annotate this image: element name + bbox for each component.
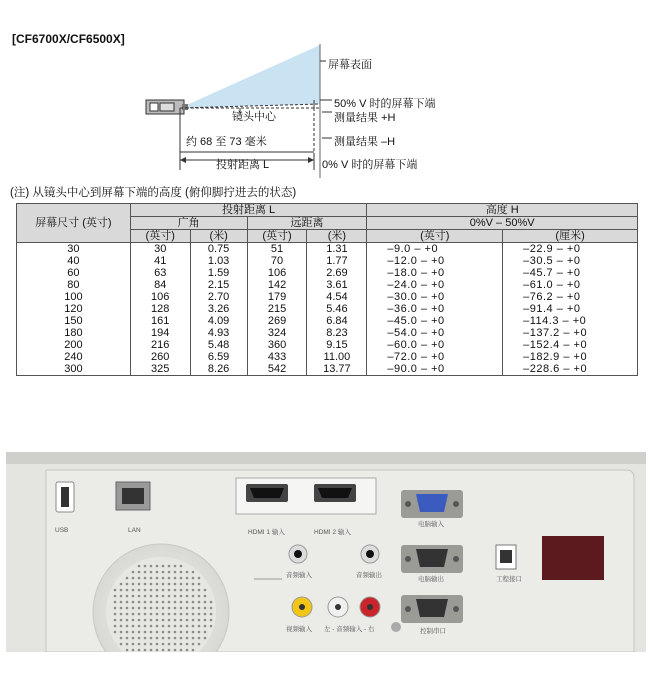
cell-wide-m: 3.26 bbox=[190, 303, 247, 315]
audio-left-jack[interactable] bbox=[328, 597, 348, 617]
cell-screen-size: 180 bbox=[17, 327, 131, 339]
cell-height-inch: –12.0 – +0 bbox=[367, 255, 503, 267]
cell-tele-inch: 269 bbox=[247, 315, 307, 327]
table-row bbox=[17, 351, 638, 363]
audio-right-jack[interactable] bbox=[360, 597, 380, 617]
lan-label: LAN bbox=[128, 527, 141, 534]
cell-screen-size: 200 bbox=[17, 339, 131, 351]
table-row bbox=[17, 279, 638, 291]
throw-distance-label: 投射距离 L bbox=[216, 159, 270, 171]
cell-wide-inch: 216 bbox=[130, 339, 190, 351]
cell-height-inch: –72.0 – +0 bbox=[367, 351, 503, 363]
projection-table bbox=[16, 203, 638, 376]
usb-port[interactable] bbox=[56, 482, 74, 512]
cell-tele-m: 2.69 bbox=[307, 267, 367, 279]
table-note: (注) 从镜头中心到屏幕下端的高度 (俯仰脚拧进去的状态) bbox=[10, 187, 297, 199]
cell-wide-inch: 84 bbox=[130, 279, 190, 291]
table-row bbox=[17, 291, 638, 303]
cell-tele-m: 3.61 bbox=[307, 279, 367, 291]
header-height: 高度 H bbox=[367, 204, 638, 217]
bottom-50-label: 50% V 时的屏幕下端 bbox=[334, 98, 436, 110]
unit-m: (米) bbox=[190, 230, 247, 243]
cell-wide-m: 8.26 bbox=[190, 363, 247, 376]
cell-height-inch: –24.0 – +0 bbox=[367, 279, 503, 291]
audio-out-jack[interactable] bbox=[361, 545, 379, 563]
cell-tele-m: 11.00 bbox=[307, 351, 367, 363]
control-serial-port[interactable] bbox=[401, 595, 463, 623]
screen-surface-label: 屏幕表面 bbox=[328, 59, 372, 71]
model-title: [CF6700X/CF6500X] bbox=[12, 32, 125, 46]
unit-inch: (英寸) bbox=[247, 230, 307, 243]
cell-height-cm: –76.2 – +0 bbox=[503, 291, 638, 303]
video-in-label: 视频输入 bbox=[286, 626, 312, 633]
cell-height-cm: –228.6 – +0 bbox=[503, 363, 638, 376]
cell-wide-m: 4.09 bbox=[190, 315, 247, 327]
cell-wide-m: 1.03 bbox=[190, 255, 247, 267]
hdmi-1-port[interactable] bbox=[246, 484, 288, 502]
unit-cm: (厘米) bbox=[503, 230, 638, 243]
hdmi-1-label: HDMI 1 输入 bbox=[248, 529, 285, 536]
service-port[interactable] bbox=[496, 545, 516, 569]
table-row bbox=[17, 267, 638, 279]
cell-tele-m: 6.84 bbox=[307, 315, 367, 327]
offset-label: 约 68 至 73 毫米 bbox=[186, 136, 267, 148]
cell-tele-m: 5.46 bbox=[307, 303, 367, 315]
cell-wide-inch: 41 bbox=[130, 255, 190, 267]
table-row bbox=[17, 243, 638, 256]
header-tele: 远距离 bbox=[247, 217, 367, 230]
cell-height-cm: –61.0 – +0 bbox=[503, 279, 638, 291]
hdmi-2-label: HDMI 2 输入 bbox=[314, 529, 351, 536]
header-throw-distance: 投射距离 L bbox=[130, 204, 367, 217]
service-port-label: 工程接口 bbox=[496, 576, 522, 583]
audio-out-label: 音频输出 bbox=[356, 572, 382, 579]
cell-tele-m: 8.23 bbox=[307, 327, 367, 339]
minus-h-label: 测量结果 –H bbox=[334, 136, 396, 148]
cell-wide-m: 2.15 bbox=[190, 279, 247, 291]
header-screen-size: 屏幕尺寸 (英寸) bbox=[17, 204, 131, 243]
cell-height-inch: –36.0 – +0 bbox=[367, 303, 503, 315]
cell-screen-size: 300 bbox=[17, 363, 131, 376]
cell-height-cm: –45.7 – +0 bbox=[503, 267, 638, 279]
cell-wide-m: 4.93 bbox=[190, 327, 247, 339]
cell-wide-inch: 325 bbox=[130, 363, 190, 376]
lens-center-label: 镜头中心 bbox=[232, 111, 276, 123]
cell-tele-inch: 324 bbox=[247, 327, 307, 339]
cell-screen-size: 150 bbox=[17, 315, 131, 327]
cell-wide-m: 0.75 bbox=[190, 243, 247, 256]
cell-tele-m: 9.15 bbox=[307, 339, 367, 351]
cell-tele-m: 4.54 bbox=[307, 291, 367, 303]
cell-height-cm: –30.5 – +0 bbox=[503, 255, 638, 267]
cell-wide-m: 5.48 bbox=[190, 339, 247, 351]
cell-wide-m: 6.59 bbox=[190, 351, 247, 363]
cell-tele-inch: 215 bbox=[247, 303, 307, 315]
computer-out-label: 电脑输出 bbox=[418, 576, 444, 583]
bottom-0-label: 0% V 时的屏幕下端 bbox=[322, 159, 418, 171]
hdmi-2-port[interactable] bbox=[314, 484, 356, 502]
cell-tele-inch: 360 bbox=[247, 339, 307, 351]
unit-inch: (英寸) bbox=[130, 230, 190, 243]
cell-height-cm: –91.4 – +0 bbox=[503, 303, 638, 315]
cell-height-cm: –152.4 – +0 bbox=[503, 339, 638, 351]
cell-height-inch: –45.0 – +0 bbox=[367, 315, 503, 327]
cell-wide-inch: 128 bbox=[130, 303, 190, 315]
table-row bbox=[17, 255, 638, 267]
cell-tele-inch: 542 bbox=[247, 363, 307, 376]
cell-height-inch: –60.0 – +0 bbox=[367, 339, 503, 351]
cell-tele-inch: 51 bbox=[247, 243, 307, 256]
cell-screen-size: 40 bbox=[17, 255, 131, 267]
table-row bbox=[17, 363, 638, 376]
cell-screen-size: 30 bbox=[17, 243, 131, 256]
cell-wide-m: 2.70 bbox=[190, 291, 247, 303]
projection-beam bbox=[180, 45, 320, 108]
control-port-label: 控制串口 bbox=[420, 628, 446, 635]
table-row bbox=[17, 315, 638, 327]
video-in-jack[interactable] bbox=[292, 597, 312, 617]
plus-h-label: 测量结果 +H bbox=[334, 112, 396, 124]
cell-wide-inch: 194 bbox=[130, 327, 190, 339]
cell-screen-size: 80 bbox=[17, 279, 131, 291]
cell-wide-inch: 63 bbox=[130, 267, 190, 279]
cell-height-inch: –9.0 – +0 bbox=[367, 243, 503, 256]
audio-lr-label: 左 - 音频输入 - 右 bbox=[324, 626, 375, 633]
ir-receiver-window bbox=[542, 536, 604, 580]
table-row bbox=[17, 327, 638, 339]
cell-height-cm: –182.9 – +0 bbox=[503, 351, 638, 363]
cell-height-inch: –90.0 – +0 bbox=[367, 363, 503, 376]
cell-wide-m: 1.59 bbox=[190, 267, 247, 279]
cell-height-inch: –30.0 – +0 bbox=[367, 291, 503, 303]
audio-in-jack[interactable] bbox=[289, 545, 307, 563]
computer-in-port[interactable] bbox=[401, 490, 463, 518]
table-row bbox=[17, 303, 638, 315]
lan-port[interactable] bbox=[116, 482, 150, 510]
cell-height-cm: –22.9 – +0 bbox=[503, 243, 638, 256]
cell-wide-inch: 260 bbox=[130, 351, 190, 363]
cell-tele-inch: 142 bbox=[247, 279, 307, 291]
usb-label: USB bbox=[55, 527, 69, 534]
rear-panel-illustration bbox=[6, 452, 646, 652]
cell-wide-inch: 106 bbox=[130, 291, 190, 303]
cell-screen-size: 60 bbox=[17, 267, 131, 279]
screw-icon bbox=[391, 622, 401, 632]
cell-screen-size: 120 bbox=[17, 303, 131, 315]
cell-screen-size: 100 bbox=[17, 291, 131, 303]
cell-height-cm: –114.3 – +0 bbox=[503, 315, 638, 327]
cell-height-inch: –54.0 – +0 bbox=[367, 327, 503, 339]
unit-inch: (英寸) bbox=[367, 230, 503, 243]
cell-wide-inch: 30 bbox=[130, 243, 190, 256]
computer-out-port[interactable] bbox=[401, 545, 463, 573]
cell-tele-inch: 70 bbox=[247, 255, 307, 267]
cell-height-inch: –18.0 – +0 bbox=[367, 267, 503, 279]
cell-tele-m: 1.77 bbox=[307, 255, 367, 267]
unit-m: (米) bbox=[307, 230, 367, 243]
header-wide: 广角 bbox=[130, 217, 247, 230]
cell-tele-inch: 106 bbox=[247, 267, 307, 279]
cell-wide-inch: 161 bbox=[130, 315, 190, 327]
cell-screen-size: 240 bbox=[17, 351, 131, 363]
cell-tele-inch: 179 bbox=[247, 291, 307, 303]
header-range: 0%V – 50%V bbox=[367, 217, 638, 230]
audio-in-label: 音频输入 bbox=[286, 572, 312, 579]
projector-icon bbox=[146, 100, 188, 114]
computer-in-label: 电脑输入 bbox=[418, 521, 444, 528]
cell-height-cm: –137.2 – +0 bbox=[503, 327, 638, 339]
cell-tele-inch: 433 bbox=[247, 351, 307, 363]
table-row bbox=[17, 339, 638, 351]
cell-tele-m: 1.31 bbox=[307, 243, 367, 256]
cell-tele-m: 13.77 bbox=[307, 363, 367, 376]
